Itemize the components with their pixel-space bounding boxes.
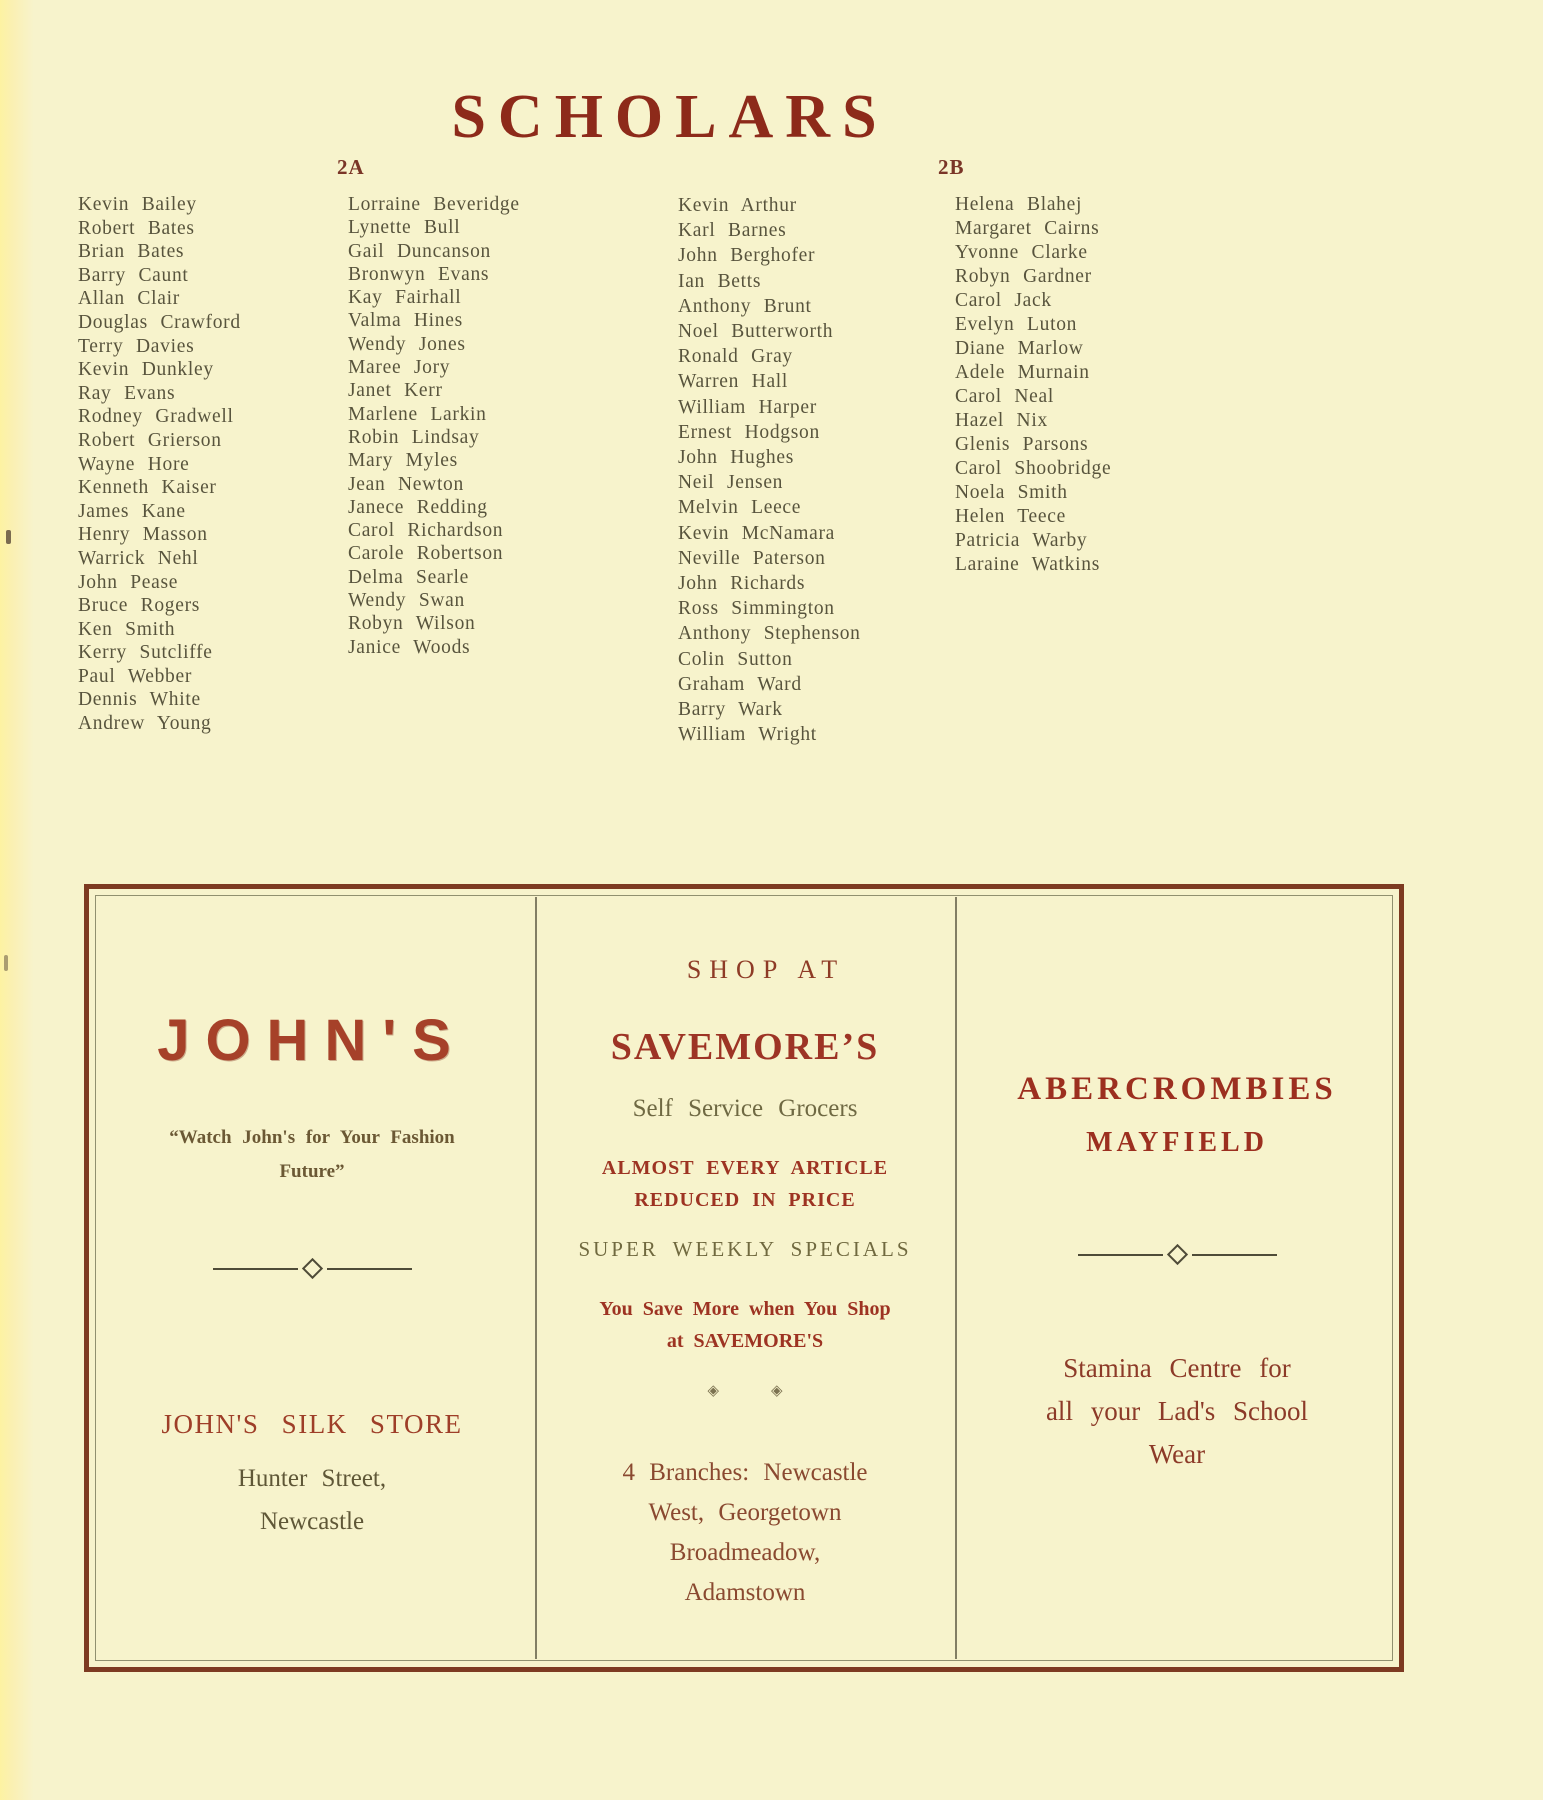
scholar-name: Dennis White — [78, 689, 201, 711]
diamond-icon: ◈ — [771, 1383, 783, 1399]
abercrombies-slogan-line2: all your Lad's School — [1045, 1396, 1309, 1426]
diamond-rule-ornament — [955, 1247, 1399, 1262]
scholar-name: Janet Kerr — [348, 380, 443, 402]
savemores-name: SAVEMORE’S — [610, 1026, 880, 1068]
abercrombies-name: ABERCROMBIES — [1017, 1071, 1337, 1107]
scholar-name: Valma Hines — [348, 310, 463, 332]
ad-abercrombies — [955, 889, 1399, 1667]
scholar-name: Robin Lindsay — [348, 426, 480, 448]
johns-address-line1: Hunter Street, — [237, 1465, 387, 1492]
scan-artifact — [6, 530, 11, 544]
scholar-name: Melvin Leece — [678, 497, 802, 519]
scholar-name: Carol Neal — [955, 386, 1055, 407]
scholar-name: Ernest Hodgson — [678, 421, 820, 443]
scholar-name: Wendy Jones — [348, 333, 466, 355]
savemores-branches-line4: Adamstown — [684, 1579, 806, 1606]
johns-address-line2: Newcastle — [259, 1508, 365, 1535]
diamond-icon — [1166, 1244, 1187, 1265]
scholar-name: Kevin Bailey — [78, 194, 197, 215]
scholar-name: Janice Woods — [348, 636, 471, 658]
johns-tagline-line1: “Watch John's for Your Fashion — [169, 1127, 455, 1148]
scholar-name: Wendy Swan — [348, 590, 465, 612]
rule-line — [327, 1268, 412, 1270]
scholar-column-2b-boys — [678, 193, 861, 747]
scholar-name: Robert Grierson — [78, 429, 222, 451]
savemores-branches-line2: West, Georgetown — [648, 1499, 842, 1526]
savemores-branches-line3: Broadmeadow, — [669, 1539, 821, 1566]
scholar-name: Ian Betts — [678, 270, 762, 292]
scholar-name: Laraine Watkins — [955, 554, 1100, 575]
scholar-column-2a-boys — [78, 193, 241, 736]
scholar-name: John Pease — [78, 571, 179, 593]
scholar-name: Carol Jack — [955, 290, 1052, 311]
scholar-name: Ross Simmington — [678, 598, 835, 620]
savemores-subtitle: Self Service Grocers — [632, 1095, 858, 1122]
scholar-name: Paul Webber — [78, 665, 193, 687]
scholar-name: Warrick Nehl — [78, 547, 199, 569]
savemores-slogan-line2: at SAVEMORE'S — [666, 1330, 824, 1352]
scholar-name: Neville Paterson — [678, 547, 826, 569]
scholar-name: Helena Blahej — [955, 194, 1083, 215]
scholar-name: Patricia Warby — [955, 530, 1088, 551]
scholar-name: Brian Bates — [78, 241, 185, 263]
scholar-name: Noel Butterworth — [678, 321, 834, 343]
rule-line — [1192, 1254, 1277, 1256]
savemores-slogan — [535, 1293, 955, 1357]
scholar-name: John Hughes — [678, 447, 794, 469]
scholar-name: Anthony Stephenson — [678, 623, 861, 645]
scholar-name: Helen Teece — [955, 506, 1066, 527]
diamond-rule-ornament — [89, 1261, 535, 1276]
savemores-slogan-line1: You Save More when You Shop — [599, 1298, 891, 1320]
scholar-name: Henry Masson — [78, 524, 208, 546]
ad-johns — [89, 889, 535, 1667]
scholar-name: Delma Searle — [348, 566, 469, 588]
savemores-branches-line1: 4 Branches: Newcastle — [622, 1459, 868, 1486]
scholar-name: Allan Clair — [78, 288, 180, 310]
abercrombies-slogan — [955, 1347, 1399, 1476]
scholar-name: Kenneth Kaiser — [78, 477, 217, 499]
scholar-name: Kerry Sutcliffe — [78, 642, 213, 664]
johns-address — [89, 1457, 535, 1543]
scholar-name: Marlene Larkin — [348, 403, 487, 425]
scholar-name: Noela Smith — [955, 482, 1068, 503]
scholar-name: Jean Newton — [348, 473, 464, 495]
savemores-offer — [535, 1152, 955, 1216]
page-binding-edge — [0, 0, 34, 1800]
savemores-branches — [535, 1453, 955, 1613]
rule-line — [1078, 1254, 1163, 1256]
scholar-name: Neil Jensen — [678, 472, 784, 494]
johns-store-name: JOHN'S SILK STORE — [161, 1409, 463, 1439]
scholar-name: Terry Davies — [78, 335, 195, 357]
scholar-name: John Richards — [678, 573, 806, 595]
scholar-name: William Wright — [678, 724, 817, 746]
savemores-offer-line2: REDUCED IN PRICE — [634, 1189, 856, 1211]
scholar-name: William Harper — [678, 396, 817, 418]
scholar-name: Bronwyn Evans — [348, 263, 490, 285]
scholar-name: Barry Wark — [678, 699, 783, 721]
ad-savemores — [535, 889, 955, 1667]
scholar-name: Yvonne Clarke — [955, 242, 1088, 263]
scholar-name: Kevin Arthur — [678, 195, 797, 216]
scholar-name: Barry Caunt — [78, 264, 189, 286]
scholar-name: Gail Duncanson — [348, 240, 491, 262]
scholar-name: Carol Shoobridge — [955, 458, 1112, 479]
scholar-name: Warren Hall — [678, 371, 789, 393]
scholar-column-2a-girls — [348, 193, 520, 659]
scholar-name: Diane Marlow — [955, 338, 1084, 359]
scholar-name: Carole Robertson — [348, 543, 504, 565]
scholar-name: Robyn Wilson — [348, 613, 476, 635]
scholar-name: Douglas Crawford — [78, 311, 241, 333]
savemores-shop-at: SHOP AT — [686, 955, 846, 984]
scholar-name: Ray Evans — [78, 382, 176, 404]
rule-line — [213, 1268, 298, 1270]
scholar-name: Bruce Rogers — [78, 595, 201, 617]
scholar-name: Kay Fairhall — [348, 287, 462, 309]
diamond-icon — [301, 1258, 322, 1279]
scholar-name: Margaret Cairns — [955, 218, 1100, 239]
scholar-name: Andrew Young — [78, 713, 212, 735]
abercrombies-location: MAYFIELD — [1086, 1127, 1268, 1158]
scholar-name: Kevin McNamara — [678, 522, 836, 544]
advertisement-box — [84, 884, 1404, 1672]
johns-tagline — [89, 1121, 535, 1189]
scholar-name: Hazel Nix — [955, 410, 1048, 431]
scholar-name: Colin Sutton — [678, 648, 793, 670]
scholar-name: Janece Redding — [348, 496, 488, 518]
scholar-column-2b-girls — [955, 193, 1111, 577]
scholar-name: Ronald Gray — [678, 346, 793, 368]
abercrombies-slogan-line1: Stamina Centre for — [1063, 1353, 1291, 1383]
scholar-name: Lorraine Beveridge — [348, 194, 520, 215]
johns-logo: JOHN'S — [157, 1008, 467, 1073]
scholar-name: Maree Jory — [348, 357, 451, 379]
page-title: SCHOLARS — [451, 83, 889, 151]
scholar-name: Robert Bates — [78, 217, 195, 239]
scholar-name: Lynette Bull — [348, 217, 461, 239]
scholar-name: Kevin Dunkley — [78, 359, 214, 381]
scholar-name: Graham Ward — [678, 673, 802, 695]
scholar-name: Glenis Parsons — [955, 434, 1089, 455]
diamond-ornament-pair — [535, 1381, 955, 1400]
scholar-name: James Kane — [78, 500, 186, 522]
scholar-name: Adele Murnain — [955, 362, 1090, 383]
scan-artifact — [4, 955, 8, 971]
scholar-name: Karl Barnes — [678, 220, 787, 242]
scholar-name: Ken Smith — [78, 618, 176, 640]
class-heading-2b: 2B — [938, 155, 965, 179]
savemores-specials: SUPER WEEKLY SPECIALS — [578, 1237, 912, 1261]
class-heading-2a: 2A — [337, 155, 365, 179]
johns-tagline-line2: Future” — [279, 1161, 345, 1182]
scholar-name: Robyn Gardner — [955, 266, 1092, 287]
abercrombies-slogan-line3: Wear — [1148, 1439, 1206, 1469]
scholar-name: Rodney Gradwell — [78, 406, 234, 428]
scholar-name: Wayne Hore — [78, 453, 190, 475]
scholar-name: Evelyn Luton — [955, 314, 1078, 335]
scholar-name: Carol Richardson — [348, 520, 504, 542]
diamond-icon: ◈ — [707, 1383, 719, 1399]
savemores-offer-line1: ALMOST EVERY ARTICLE — [601, 1157, 889, 1179]
scholar-name: John Berghofer — [678, 245, 816, 267]
scholar-name: Mary Myles — [348, 450, 458, 472]
scholar-name: Anthony Brunt — [678, 295, 812, 317]
